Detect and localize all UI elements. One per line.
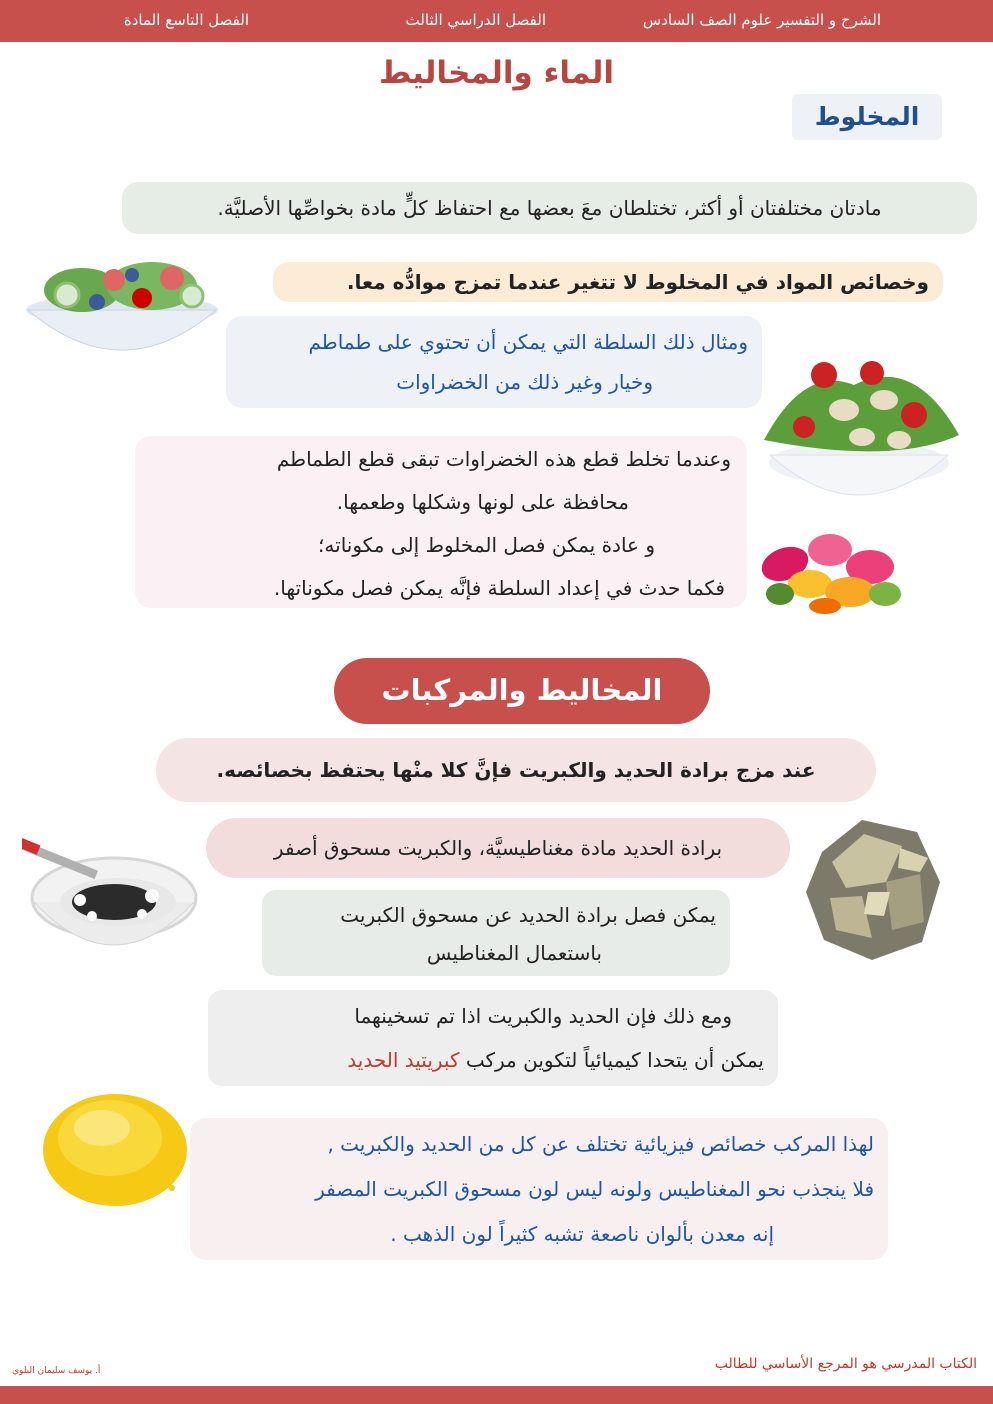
iron-sulfur-sentence-4 xyxy=(208,990,778,1086)
sentence4-line-2-prefix: يمكن أن يتحدا كيميائياً لتكوين مركب xyxy=(459,1048,764,1072)
iron-filings-bowl-image xyxy=(22,838,198,966)
section-title-mixtures-compounds: المخاليط والمركبات xyxy=(334,658,710,724)
compound-line-3: إنه معدن بألوان ناصعة تشبه كثيراً لون الذهب . xyxy=(390,1222,774,1246)
salad-mushroom-image xyxy=(744,345,969,510)
sulfur-powder-image xyxy=(40,1080,190,1210)
header-chapter: الفصل التاسع المادة xyxy=(123,11,249,29)
page-title: الماء والمخاليط xyxy=(378,55,615,91)
mixing-line-4: فكما حدث في إعداد السلطة فإنَّه يمكن فصل مكوناتها. xyxy=(273,576,725,600)
mixing-box xyxy=(135,436,747,608)
mixed-peppers-image xyxy=(755,522,905,614)
example-line-2: وخيار وغير ذلك من الخضراوات xyxy=(396,370,653,394)
iron-sulfur-sentence-3 xyxy=(262,890,730,976)
header-bar xyxy=(0,0,993,42)
definition-box: مادتان مختلفتان أو أكثر، تختلطان معَ بعضها مع احتفاظ كلٍّ مادة بخواصِّها الأصليَّة. xyxy=(122,182,977,234)
pyrite-mineral-image xyxy=(802,812,944,964)
footer-slogan: الكتاب المدرسي هو المرجع الأساسي للطالب xyxy=(714,1356,977,1372)
sentence3-line-2: باستعمال المغناطيس xyxy=(426,941,602,965)
sentence4-line-2 xyxy=(222,1038,764,1082)
compound-line-1: لهذا المركب خصائص فيزيائية تختلف عن كل من الحديد والكبريت , xyxy=(327,1132,874,1156)
compound-line-2: فلا ينجذب نحو المغناطيس ولونه ليس لون مسحوق الكبريت المصفر xyxy=(315,1177,874,1201)
example-line-1: ومثال ذلك السلطة التي يمكن أن تحتوي على طماطم xyxy=(308,330,748,354)
section-label-mixture: المخلوط xyxy=(792,94,942,140)
header-term: الفصل الدراسي الثالث xyxy=(405,11,546,29)
mixing-line-3: و عادة يمكن فصل المخلوط إلى مكوناته؛ xyxy=(318,533,655,557)
mixing-line-1: وعندما تخلط قطع هذه الخضراوات تبقى قطع الطماطم xyxy=(276,447,731,471)
compound-box xyxy=(190,1118,888,1260)
example-box xyxy=(226,316,762,408)
properties-box: وخصائص المواد في المخلوط لا تتغير عندما تمزج موادُّه معا. xyxy=(273,262,943,302)
iron-sulfur-sentence-1: عند مزج برادة الحديد والكبريت فإنَّ كلا منْها يحتفظ بخصائصه. xyxy=(156,738,876,802)
mixing-line-2: محافظة على لونها وشكلها وطعمها. xyxy=(336,490,629,514)
sentence4-line-1: ومع ذلك فإن الحديد والكبريت اذا تم تسخينهما xyxy=(354,1004,732,1028)
iron-sulfide-highlight: كبريتيد الحديد xyxy=(347,1048,460,1072)
footer-author: أ. يوسف سليمان البلوي xyxy=(12,1366,101,1376)
footer-bar xyxy=(0,1386,993,1404)
sentence3-line-1: يمكن فصل برادة الحديد عن مسحوق الكبريت xyxy=(340,903,716,927)
salad-bowl-image xyxy=(22,240,222,360)
iron-sulfur-sentence-2: برادة الحديد مادة مغناطيسيَّة، والكبريت مسحوق أصفر xyxy=(206,818,790,878)
header-subject: الشرح و التفسير علوم الصف السادس xyxy=(642,11,881,29)
